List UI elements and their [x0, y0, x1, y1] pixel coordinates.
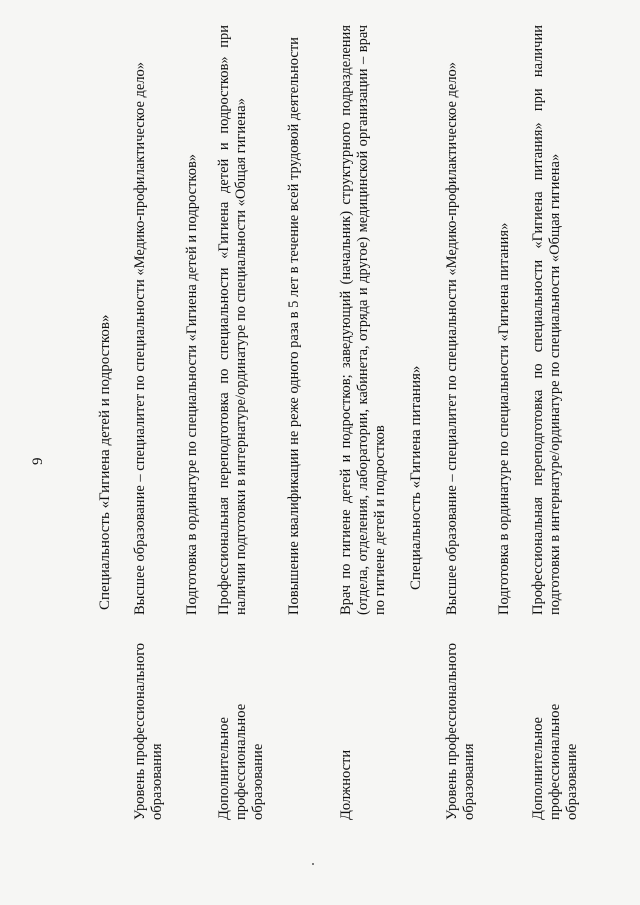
row-label-1-3: Должности	[338, 749, 354, 820]
row-item-1-2-2: Повышение квалификации не реже одного раза в 5 лет в течение всей трудовой деятельности	[286, 37, 302, 615]
scan-speck	[312, 863, 314, 865]
row-item-1-1-1: Высшее образование – специалитет по специальности «Медико-профилактическое дело»	[132, 61, 148, 615]
row-label-2-2: Дополнительное профессиональное образование	[530, 703, 580, 820]
row-item-1-3-1: Врач по гигиене детей и подростков; заведующий (начальник) структурного подразделения (отдела, отделения, лаборатории, кабинета, отряда и другое) медицинской организации – врач по гигиене детей и подростков	[338, 25, 388, 615]
section-title-1: Специальность «Гигиена детей и подростков»	[97, 314, 113, 610]
row-label-2-1: Уровень профессионального образования	[444, 642, 477, 820]
row-item-1-2-1: Профессиональная переподготовка по специальности «Гигиена детей и подростков» при наличии подготовки в интернатуре/ординатуре по специальности «Общая гигиена»	[216, 25, 249, 615]
row-label-1-2: Дополнительное профессиональное образование	[216, 703, 266, 820]
row-label-1-1: Уровень профессионального образования	[132, 642, 165, 820]
row-item-2-1-2: Подготовка в ординатуре по специальности «Гигиена питания»	[496, 222, 512, 615]
row-item-2-1-1: Высшее образование – специалитет по специальности «Медико-профилактическое дело»	[444, 61, 460, 615]
section-title-2: Специальность «Гигиена питания»	[408, 365, 424, 590]
page-number: 9	[30, 457, 46, 465]
row-item-1-1-2: Подготовка в ординатуре по специальности «Гигиена детей и подростков»	[184, 153, 200, 615]
row-item-2-2-1: Профессиональная переподготовка по специальности «Гигиена питания» при наличии подготовки в интернатуре/ординатуре по специальности «Общая гигиена»	[530, 25, 563, 615]
